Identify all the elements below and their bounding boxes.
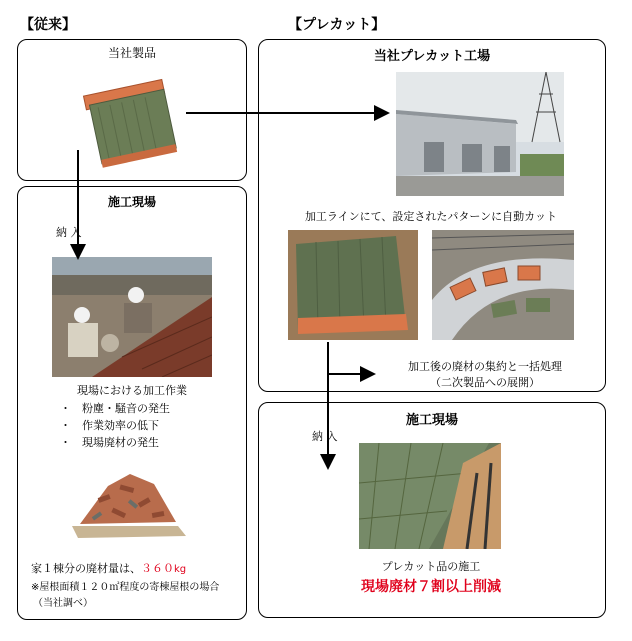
issue-bullet: ・ 作業効率の低下: [60, 419, 159, 432]
waste-reduction-result: 現場廃材７割以上削減: [361, 579, 501, 595]
roof-area-note: ※屋根面積１２０㎡程度の寄棟屋根の場合: [31, 582, 220, 593]
onsite-work-title: 現場における加工作業: [77, 384, 187, 397]
waste-prefix: 家１棟分の廃材量は、: [31, 562, 141, 575]
delivery-label: 納 入: [312, 430, 338, 443]
header-conventional: 【従来】: [20, 17, 76, 33]
issue-bullet: ・ 現場廃材の発生: [60, 436, 159, 449]
issue-bullet: ・ 粉塵・騒音の発生: [60, 402, 170, 415]
precut-caption: 加工ラインにて、設定されたパターンに自動カット: [304, 210, 558, 223]
box-title: 施工現場: [405, 413, 458, 428]
box-title: 当社プレカット工場: [373, 49, 491, 64]
source-note: （当社調べ）: [33, 598, 93, 609]
waste-unit: kg: [174, 564, 187, 575]
recycle-line-2: （二次製品への展開）: [430, 376, 540, 389]
waste-value: ３６０: [141, 562, 174, 575]
precut-install-caption: プレカット品の施工: [381, 560, 481, 573]
delivery-label: 納 入: [56, 226, 82, 239]
header-precut: 【プレカット】: [288, 17, 386, 33]
recycle-line-1: 加工後の廃材の集約と一括処理: [408, 360, 562, 373]
box-title: 当社製品: [107, 46, 156, 60]
box-title: 施工現場: [107, 195, 156, 209]
